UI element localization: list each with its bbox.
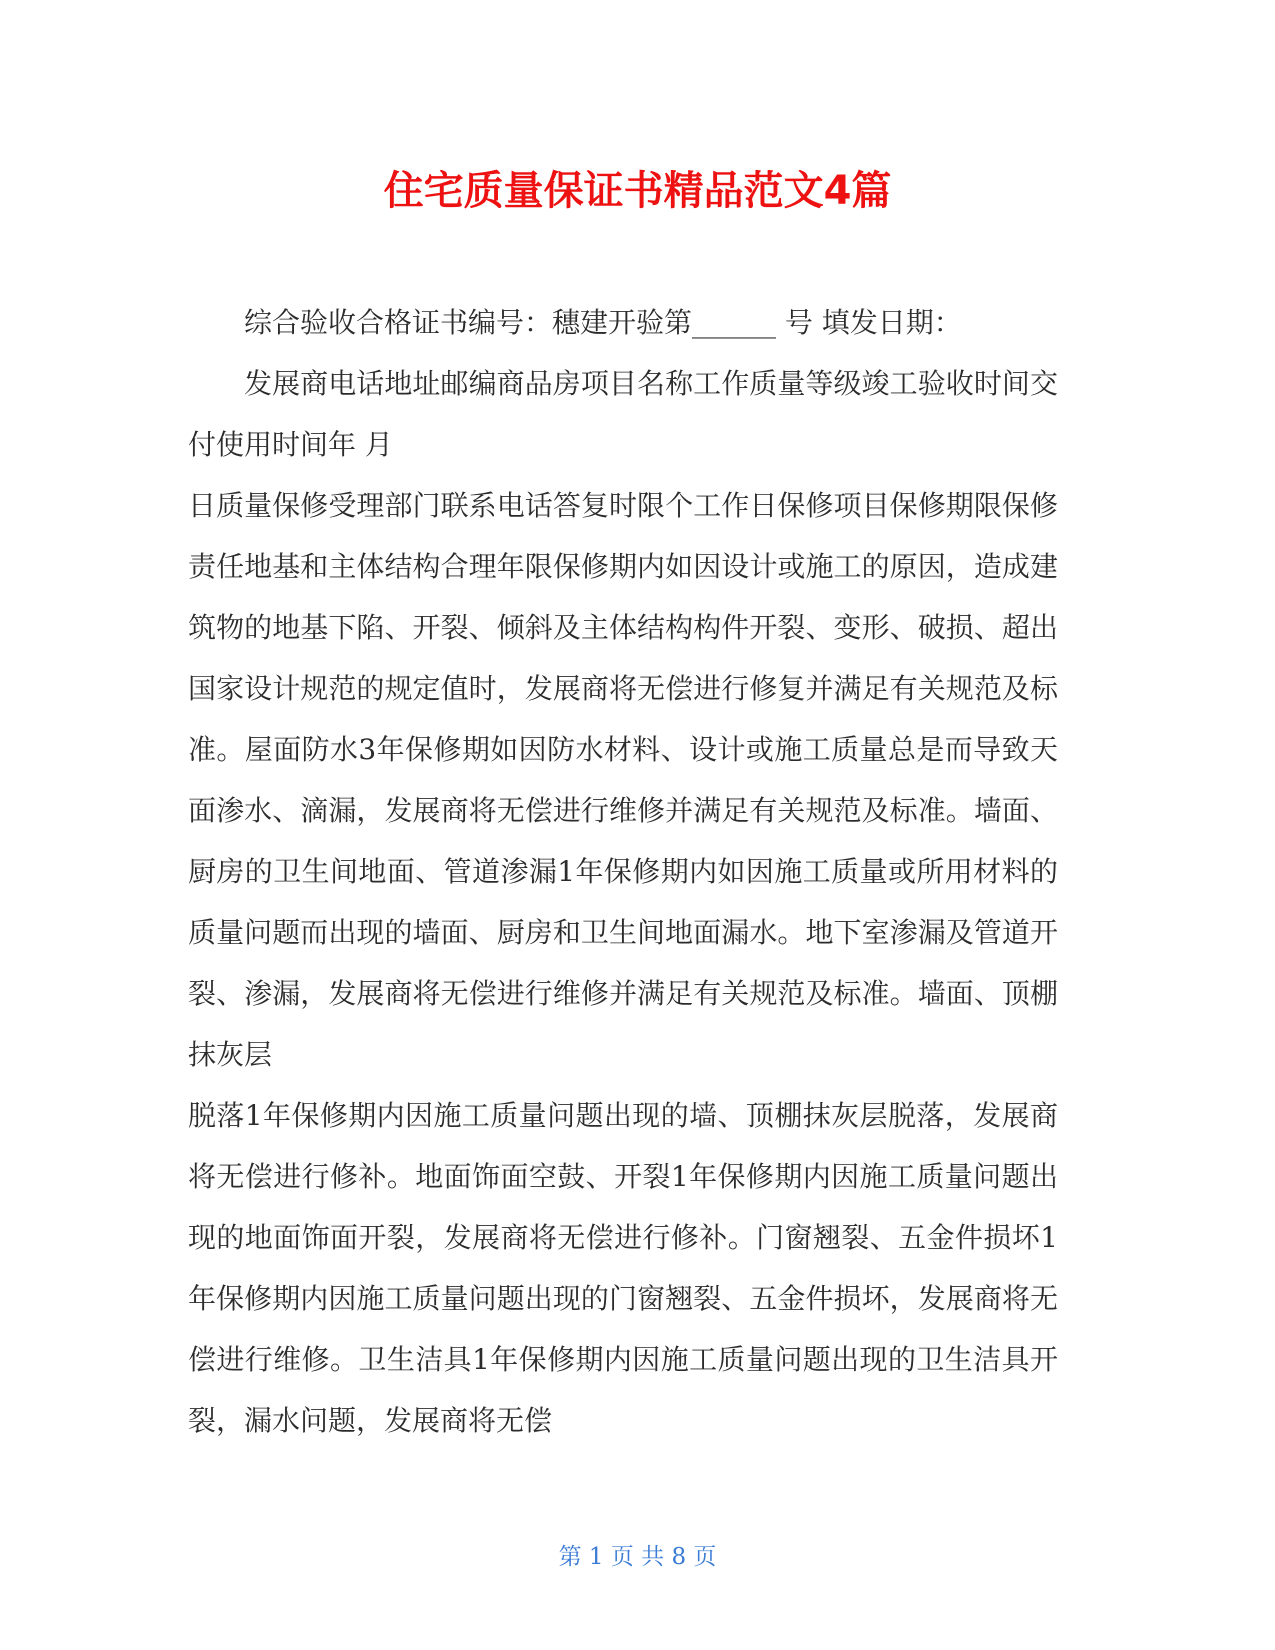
document-body <box>188 292 1058 1451</box>
warranty-terms-paragraph: 日质量保修受理部门联系电话答复时限个工作日保修项目保修期限保修责任地基和主体结构合理年限保修期内如因设计或施工的原因，造成建筑物的地基下陷、开裂、倾斜及主体结构构件开裂、变形、破损、超出国家设计规范的规定值时，发展商将无偿进行修复并满足有关规范及标准。屋面防水3年保修期如因防水材料、设计或施工质量总是而导致天面渗水、滴漏，发展商将无偿进行维修并满足有关规范及标准。墙面、厨房的卫生间地面、管道渗漏1年保修期内如因施工质量或所用材料的质量问题而出现的墙面、厨房和卫生间地面漏水。地下室渗漏及管道开裂、渗漏，发展商将无偿进行维修并满足有关规范及标准。墙面、顶棚抹灰层 <box>188 489 1058 1071</box>
document-title: 住宅质量保证书精品范文4篇 <box>383 168 892 214</box>
project-info-paragraph: 发展商电话地址邮编商品房项目名称工作质量等级竣工验收时间交付使用时间年 月 <box>188 367 1058 461</box>
warranty-terms-continued-paragraph: 脱落1年保修期内因施工质量问题出现的墙、顶棚抹灰层脱落，发展商将无偿进行修补。地面饰面空鼓、开裂1年保修期内因施工质量问题出现的地面饰面开裂，发展商将无偿进行修补。门窗翘裂、五金件损坏1年保修期内因施工质量问题出现的门窗翘裂、五金件损坏，发展商将无偿进行维修。卫生洁具1年保修期内因施工质量问题出现的卫生洁具开裂，漏水问题，发展商将无偿 <box>188 1099 1058 1437</box>
page-footer <box>0 1538 1275 1571</box>
page-number-label: 第 1 页 共 8 页 <box>558 1544 717 1570</box>
certificate-number-line: 综合验收合格证书编号：穗建开验第______ 号 填发日期： <box>244 306 962 339</box>
